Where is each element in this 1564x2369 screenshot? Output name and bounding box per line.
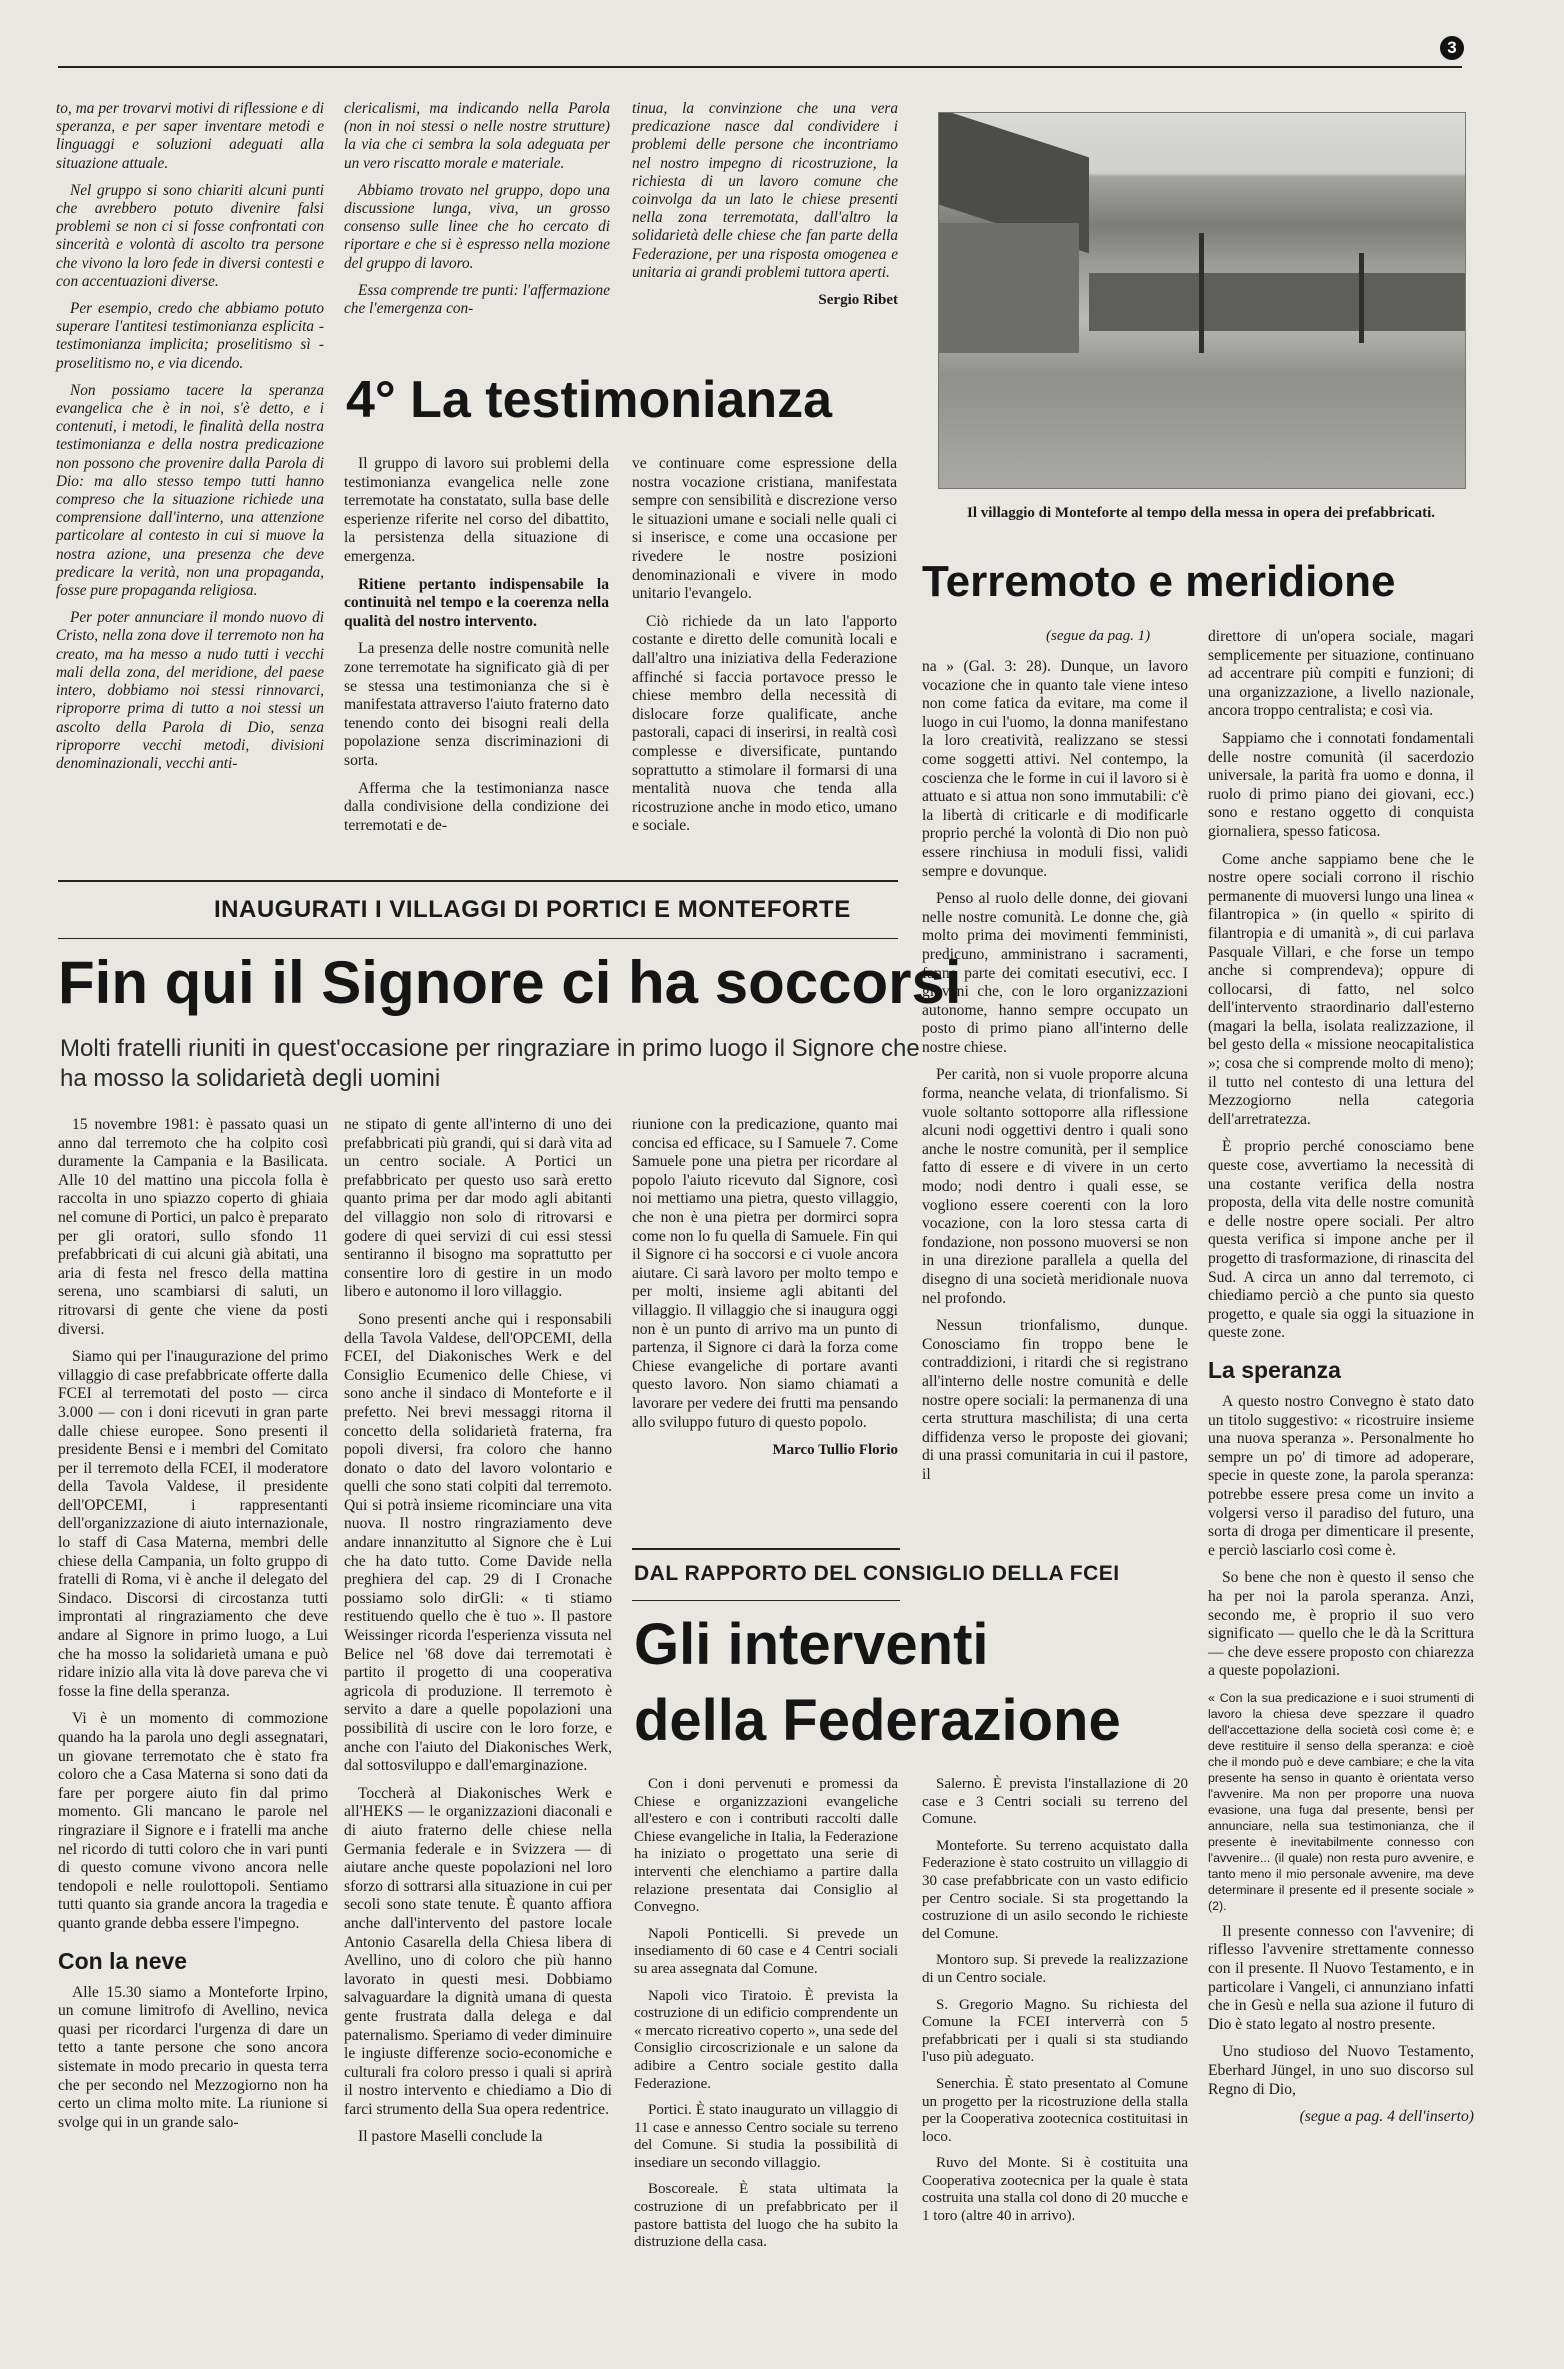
paragraph: Ritiene pertanto indispensabile la continuità nel tempo e la coerenza nella qualità del nostro intervento.: [344, 575, 609, 630]
portici-col1: [58, 1116, 328, 2141]
photo-building: [939, 223, 1079, 353]
paragraph: Il pastore Maselli conclude la: [358, 2128, 543, 2146]
paragraph: Il gruppo di lavoro sui problemi della testimonianza evangelica nelle zone terremotate ha constatato, sulla base delle esperienze riferite nel corso del dibattito, la persistenza della situazione di emergenza.: [344, 455, 609, 565]
paragraph: Come anche sappiamo bene che le nostre opere sociali corrono il rischio permanente di muoversi lungo una linea « filantropica » (in quello « spirito di filantropia e di umanità », di cui parlava Pasquale Villari, e che forse un tempo anche si comprendeva); oppure di collocarsi, di fatto, nel solco dell'intervento straordinario dall'esterno (magari la bella, isolata realizzazione, il bel gesto della « missione neocapitalistica »; cosa che si comprende molto di meno); il tutto nel contesto di una lettura del Mezzogiorno nella categoria dell'arretratezza.: [1208, 850, 1474, 1128]
page-number-badge: 3: [1440, 36, 1464, 60]
terremoto-col1: [922, 658, 1188, 1494]
terremoto-col2: [1208, 628, 1474, 2127]
paragraph: Per carità, non si vuole proporre alcuna forma, neanche velata, di trionfalismo. Si vuole soltanto sottoporre alla riflessione alcuni nodi oggettivi dentro i quali sono anche le nostre comunità, per il semplice fatto di essere e di vivere in un certo modo; nodi dentro i quali esse, se vogliono essere coerenti con la loro vocazione, con la loro stessa carta di fondazione, non possono muoversi se non in una direzione parallela a quella del disegno di una società meridionale nuova nel profondo.: [922, 1066, 1188, 1307]
paragraph: So bene che non è questo il senso che ha per noi la parola speranza. Anzi, secondo me, è proprio il suo vero significato — quello che le dà la Scrittura — che deve essere proposto con chiarezza a queste popolazioni.: [1208, 1569, 1474, 1680]
portici-kicker-rule: [58, 938, 898, 939]
paragraph: Boscoreale. È stata ultimata la costruzione di un prefabbricato per il pastore battista del luogo che ha subito la distruzione della casa.: [634, 2181, 898, 2251]
paragraph: Ruvo del Monte. Si è costituita una Cooperativa zootecnica per la quale è stata costruita una stalla col dono di 20 mucche e 1 toro (altre 40 in arrivo).: [922, 2155, 1188, 2225]
paragraph: Napoli vico Tiratoio. È prevista la costruzione di un edificio comprendente un « mercato ricreativo coperto », una sede del Consiglio circoscrizionale e un salone da adibire a Centro sociale gestito dalla Federazione.: [634, 1987, 898, 2092]
paragraph: 15 novembre 1981: è passato quasi un anno dal terremoto che ha colpito così duramente la Campania e la Basilicata. Alle 10 del mattino una piccola folla è raccolta in uno spiazzo coperto di ghiaia nel comune di Portici, un palco è preparato per gli oratori, sullo sfondo 11 prefabbricati di cui alcuni già abitati, una aria di festa nel fresco della mattina serena, uno scambiarsi di saluti, un ritrovarsi di gente che viene da posti diversi.: [58, 1116, 328, 1338]
paragraph: Essa comprende tre punti: l'affermazione che l'emergenza con-: [344, 281, 610, 318]
continued-from: (segue da pag. 1): [1046, 628, 1151, 644]
paragraph: Nel gruppo si sono chiariti alcuni punti che avrebbero potuto divenire falsi problemi se non ci si fosse confrontati con sincerità e volontà di ascolto tra persone che vivono la loro fede in diversi contesti e con accentuazioni diverse.: [56, 181, 324, 290]
paragraph: Salerno. È prevista l'installazione di 20 case e 3 Centri sociali su terreno del Comune.: [922, 1776, 1188, 1828]
monteforte-village-photo: [938, 112, 1466, 489]
left-column-top: [56, 100, 324, 782]
federazione-kicker: DAL RAPPORTO DEL CONSIGLIO DELLA FCEI: [634, 1562, 1120, 1585]
signature-florio: Marco Tullio Florio: [772, 1442, 898, 1459]
terremoto-headline: Terremoto e meridione: [922, 557, 1396, 606]
signature-ribet: Sergio Ribet: [818, 292, 898, 309]
top-rule: [58, 66, 1462, 68]
paragraph: Per poter annunciare il mondo nuovo di Cristo, nella zona dove il terremoto non ha creato, ma ha messo a nudo tutti i vecchi mali della zona, del meridione, del paese intero, dobbiamo noi stessi rinnovarci, riproporre prima di tutto a noi stessi un ascolto della Parola di Dio, senza riproporre vecchi metodi, divisioni denominazionali, vecchi anti-: [56, 609, 324, 772]
middle-column-top: [344, 100, 610, 327]
federazione-kicker-rule: [632, 1600, 900, 1601]
paragraph: tinua, la convinzione che una vera predicazione nasce dal condividere i problemi delle persone che incontriamo nel nostro impegno di ricostruzione, la richiesta di un lavoro comune che coinvolga da un lato le chiese presenti nella zona terremotata, dall'altro la solidarietà delle chiese che fan parte della Federazione, per una risposta omogenea e unitaria ai grandi problemi tuttora aperti.: [632, 100, 898, 281]
photo-pole: [1359, 253, 1364, 343]
paragraph: Per esempio, credo che abbiamo potuto superare l'antitesi testimonianza esplicita - testimonianza implicita; proselitismo sì - proselitismo no, e via dicendo.: [56, 300, 324, 372]
paragraph: Afferma che la testimonianza nasce dalla condivisione della condizione dei terremotati e de-: [344, 779, 609, 834]
continued-to: (segue a pag. 4 dell'inserto): [1299, 2108, 1474, 2126]
paragraph: ne stipato di gente all'interno di uno dei prefabbricati più grandi, qui si darà vita ad un centro sociale. A Portici un prefabbricato per questo uso sarà eretto quanto prima per dar modo agli abitanti del villaggio non solo di ritrovarsi e godere di quei servizi di cui essi stessi sentiranno il bisogno ma soprattutto per consentire loro di gestire in un modo libero e autonomo il loro villaggio.: [344, 1116, 612, 1301]
portici-top-rule: [58, 880, 898, 882]
portici-subhead: Molti fratelli riuniti in quest'occasione per ringraziare in primo luogo il Signore che ha mosso la solidarietà degli uomini: [60, 1035, 920, 1092]
paragraph: A questo nostro Convegno è stato dato un titolo suggestivo: « ricostruire insieme una nuova speranza ». Personalmente ho sempre un po' di timore ad adoperare, specie in queste zone, la parola speranza: potrebbe essere presa come un invito a volgersi verso il paradiso del futuro, una sorta di droga per dimenticare il presente, e perciò lasciarlo così come è.: [1208, 1392, 1474, 1559]
portici-col3: [632, 1116, 898, 1460]
neve-title: Con la neve: [58, 1947, 188, 1974]
testimonianza-headline: 4° La testimonianza: [346, 371, 833, 429]
paragraph: Abbiamo trovato nel gruppo, dopo una discussione lunga, viva, un grosso consenso sulle linee che ho cercato di riportare e che si è espresso nella mozione del gruppo di lavoro.: [344, 181, 610, 272]
photo-prefab-row: [1089, 273, 1465, 331]
paragraph: Sono presenti anche qui i responsabili della Tavola Valdese, dell'OPCEMI, della FCEI, del Diakonisches Werk e del Consiglio Ecumenico delle Chiese, vi sono anche il sindaco di Monteforte e il prefetto. Nei brevi messaggi ritorna il concetto della solidarietà fraterna, fra popoli diversi, fra coloro che hanno donato o dato del lavoro volontario e quelli che sono stati colpiti dal terremoto. Qui si potrà insieme ricominciare una vita nuova. Il nostro ringraziamento deve andare innanzitutto al Signore che è Lui che ha dato tutto. Come Davide nella preghiera del cap. 29 di I Cronache possiamo solo dirGli: « ti stiamo restituendo quello che è tuo ». Il pastore Weissinger ricorda l'esperienza vissuta nel Belice nel '68 dove dai terremotati è partito il progetto di una cooperativa agricola di produzione. Il terremoto è servito a dare a quelle popolazioni una possibilità di uscire con le loro forze, e anche con l'aiuto del Diakonisches Werk, dal sottosviluppo e dall'emarginazione.: [344, 1310, 612, 1775]
paragraph: Uno studioso del Nuovo Testamento, Eberhard Jüngel, in uno suo discorso sul Regno di Dio,: [1208, 2043, 1474, 2098]
paragraph: Ciò richiede da un lato l'apporto costante e diretto delle comunità locali e dall'altro una iniziativa della Federazione affinché si faccia portavoce presso le chiese membro della necessità di dislocare forze qualificate, anche pastorali, capaci di inserirsi, in realtà così complesse e diversificate, puntando soprattutto a stimolare il formarsi di una mentalità nuova che tenda alla ricostruzione anche in modo etico, umano e sociale.: [632, 612, 897, 835]
portici-kicker: INAUGURATI I VILLAGGI DI PORTICI E MONTEFORTE: [214, 896, 851, 923]
paragraph: Monteforte. Su terreno acquistato dalla Federazione è stato costruito un villaggio di 30 case prefabbricate con un vasto edificio per Centro sociale. Si sta progettando la costruzione di un asilo secondo le richieste del Comune.: [922, 1837, 1188, 1942]
speranza-quote: « Con la sua predicazione e i suoi strumenti di lavoro la chiesa deve spezzare il quadro dell'accettazione della società così come è; e deve restituire il senso della speranza: e cioè che il mondo può e deve cambiare; e che la vita presente ha senso in quanto è orientata verso l'avvenire. Ma non per proporre una nuova evasione, una fuga dal presente, bensì per annunciare, nella sua testimonianza, che il presente è inevitabilmente connesso con l'avvenire... (il quale) non resta puro avvenire, e tanto meno il mio personale avvenire, ma deve determinare il presente ed il presente sociale » (2).: [1208, 1690, 1474, 1913]
paragraph: Montoro sup. Si prevede la realizzazione di un Centro sociale.: [922, 1952, 1188, 1986]
testimonianza-col1: [344, 455, 609, 844]
paragraph: ve continuare come espressione della nostra vocazione cristiana, manifestata sempre con sensibilità e discrezione verso le situazioni umane e sociali nelle quali ci si inserisce, e come una occasione per rivedere le nostre posizioni denominazionali e vivere in modo unitario l'evangelo.: [632, 455, 897, 603]
paragraph: Toccherà al Diakonisches Werk e all'HEKS — le organizzazioni diaconali e di aiuto fraterno delle chiese nella Germania federale e in Svizzera — di aiutare anche queste popolazioni nel loro sforzo di sottrarsi alla situazione in cui per secoli sono state tenute. È quanto affiora anche dall'intervento del pastore locale Antonio Casarella della Chiesa libera di Avellino, uno di coloro che più hanno lavorato in questi mesi. Dobbiamo salvaguardare la dignità umana di questa gente frustrata dalla delega e dal paternalismo. Speriamo di veder diminuire le ingiuste differenze socio-economiche e culturali fra coloro presso i quali si aprirà il nostro intervento e chiediamo a Dio di farci strumento della Sua opera redentrice.: [344, 1784, 612, 2118]
paragraph: to, ma per trovarvi motivi di riflessione e di speranza, e per saper inventare metodi e linguaggi e soluzioni adeguati alla situazione attuale.: [56, 100, 324, 172]
photo-caption: Il villaggio di Monteforte al tempo della messa in opera dei prefabbricati.: [966, 505, 1435, 521]
paragraph: direttore di un'opera sociale, magari semplicemente per situazione, continuano ad accentrare più compiti e funzioni; di una organizzazione, a livello nazionale, ancora troppo centralista; e così via.: [1208, 628, 1474, 720]
paragraph: Senerchia. È stato presentato al Comune un progetto per la ricostruzione della stalla per la Cooperativa zootecnica costituitasi in loco.: [922, 2075, 1188, 2145]
paragraph: La presenza delle nostre comunità nelle zone terremotate ha significato già di per se stessa una testimonianza che si è manifestata attraverso l'aiuto fraterno dato tenendo conto dei bisogni reali della popolazione senza discriminazioni di sorta.: [344, 640, 609, 769]
paragraph: È proprio perché conosciamo bene queste cose, avvertiamo la necessità di una costante verifica della nostra proposta, della vita delle nostre comunità e delle nostre opere sociali. Per altro questa verifica si impone anche per il progetto di trasformazione, di rinascita del Sud. A circa un anno dal terremoto, ci chiediamo perciò a che punto sia questo progetto, e quale sia oggi la situazione in queste zone.: [1208, 1138, 1474, 1342]
paragraph: Alle 15.30 siamo a Monteforte Irpino, un comune limitrofo di Avellino, nevica quasi per ricordarci l'urgenza di dare un tetto a tante persone che sono ancora sistemate in modo precario in questa terra che per secondo nel Mezzogiorno non ha certo un clima molto mite. La riunione si svolge qui in un grande salo-: [58, 1983, 328, 2131]
third-column-top: [632, 100, 898, 309]
paragraph: Penso al ruolo delle donne, dei giovani nelle nostre comunità. Le donne che, già molto prima dei movimenti femministi, predicuno, amministrano i sacramenti, fanno parte dei comitati esecutivi, ecc. I giovani che, con le loro organizzazioni autonome, hanno sempre occupato un posto di primo piano all'interno delle nostre chiese.: [922, 890, 1188, 1056]
testimonianza-col2: [632, 455, 897, 845]
photo-pole: [1199, 233, 1204, 353]
paragraph: clericalismi, ma indicando nella Parola (non in noi stessi o nelle nostre strutture) la via che ci sembra la sola adeguata per un vero riscatto morale e materiale.: [344, 100, 610, 172]
federazione-top-rule: [632, 1548, 900, 1550]
paragraph: Vi è un momento di commozione quando ha la parola uno degli assegnatari, un giovane terremotato che è stato fra coloro che a Casa Materna si sono dati da fare per porgere aiuto fin dal primo momento. Gli mancano le parole nel ringraziare il Signore e i fratelli ma anche nel ricordo di tutti coloro che in vari punti di questo comune vivono ancora nelle tendopoli e nelle roulottopoli. Sentiamo tutti quanto sia grande ancora la tragedia e quanto grande debba essere l'impegno.: [58, 1710, 328, 1932]
paragraph: Il presente connesso con l'avvenire; di riflesso l'avvenire strettamente connesso con il presente. Il Nuovo Testamento, e in particolare i Vangeli, ci annunziano infatti che in Gesù e nella sua azione il futuro di Dio è stato legato al nostro presente.: [1208, 1922, 1474, 2033]
paragraph: Portici. È stato inaugurato un villaggio di 11 case e annesso Centro sociale su terreno del Comune. Si studia la possibilità di insediare un secondo villaggio.: [634, 2102, 898, 2171]
federazione-headline-1: Gli interventi: [634, 1612, 989, 1677]
paragraph: riunione con la predicazione, quanto mai concisa ed efficace, su I Samuele 7. Come Samuele pone una pietra per ricordare al popolo l'aiuto ricevuto dal Signore, così noi mettiamo una pietra, questo villaggio, che non è una pietra per dormirci sopra come non lo fu quella di Samuele. Fin qui il Signore ci ha soccorsi e ci vuole ancora aiutare. Ci sarà lavoro per molto tempo e per molti, insieme agli abitanti del villaggio. Il villaggio che si inaugura oggi non è un punto di arrivo ma un punto di partenza, il Signore ci darà la forza come Chiese evangeliche di portare avanti questo lavoro. Non siamo chiamati a lavorare per vedere dei frutti ma pensando allo sviluppo futuro di questo popolo.: [632, 1116, 898, 1431]
federazione-col2: [922, 1776, 1188, 2235]
paragraph: Sappiamo che i connotati fondamentali delle nostre comunità (il sacerdozio universale, la parità fra uomo e donna, il ruolo di primo piano dei giovani, ecc.) sono e restano oggetto di conquista giornaliera, spesso faticosa.: [1208, 729, 1474, 840]
portici-col2: [344, 1116, 612, 2156]
paragraph: Nessun trionfalismo, dunque. Conosciamo fin troppo bene le contraddizioni, i ritardi che si registrano all'interno delle nostre comunità e delle nostre opere sociali: la permanenza di una certa struttura maschilista; di una certa diffidenza verso le proposte dei giovani; di una prassi comunitaria in cui il pastore, il: [922, 1317, 1188, 1483]
speranza-title: La speranza: [1208, 1356, 1341, 1383]
federazione-headline-2: della Federazione: [634, 1688, 1121, 1753]
paragraph: S. Gregorio Magno. Su richiesta del Comune la FCEI interverrà con 5 prefabbricati per i quali si sta studiando l'uso più adeguato.: [922, 1996, 1188, 2066]
paragraph: Siamo qui per l'inaugurazione del primo villaggio di case prefabbricate offerte dalla FCEI al terremotati del posto — circa 3.000 — con i doni ricevuti in gran parte dalle chiese europee. Sono presenti il presidente Bensi e i membri del Comitato per il terremoto della FCEI, il moderatore della Tavola Valdese, il presidente dell'OPCEMI, i rappresentanti dell'organizzazione di aiuto internazionale, lo staff di Casa Materna, membri delle chiese della Campania, un folto gruppo di fratelli di Roma, vi è anche il delegato del Sindaco. Discorsi di circostanza tutti improntati al ringraziamento che deve andare al Signore in primo luogo, a Lui che ha mosso la solidarietà umana e può ridare inizio alla vita là dove pareva che vi fosse la fine della speranza.: [58, 1348, 328, 1700]
paragraph: Non possiamo tacere la speranza evangelica che è in noi, s'è detto, e i contenuti, i metodi, le finalità della nostra testimonianza e della nostra predicazione non possono che provenire dalla Parola di Dio: ma allo stesso tempo tutti hanno compreso che la situazione richiede una comprensione dall'interno, una attenzione particolare al contesto in cui si muove la nostra azione, una presenza che deve predicare la verità, non una propaganda, fosse pure propaganda religiosa.: [56, 381, 324, 600]
paragraph: Con i doni pervenuti e promessi da Chiese e organizzazioni evangeliche all'estero e con i contributi raccolti dalle Chiese evangeliche in Italia, la Federazione ha iniziato o progettato una serie di interventi che elenchiamo a partire dalla relazione presentata dai Consiglio al Convegno.: [634, 1776, 898, 1916]
portici-headline: Fin qui il Signore ci ha soccorsi: [58, 949, 962, 1016]
federazione-col1: [634, 1776, 898, 2261]
paragraph: Napoli Ponticelli. Si prevede un insediamento di 60 case e 4 Centri sociali su area assegnata dal Comune.: [634, 1925, 898, 1977]
paragraph: na » (Gal. 3: 28). Dunque, un lavoro vocazione che in quanto tale viene inteso non come fatica da evitare, ma come il luogo in cui l'uomo, la donna manifestano la loro creatività, realizzano se stessi come soggetti attivi. Nel contempo, la coscienza che le forme in cui il lavoro si è attuato e si attua non sono immutabili: c'è la libertà di criticarle e di modificarle proprio perché la volontà di Dio non può essere rinchiusa in moduli fissi, validi sempre e dovunque.: [922, 658, 1188, 880]
